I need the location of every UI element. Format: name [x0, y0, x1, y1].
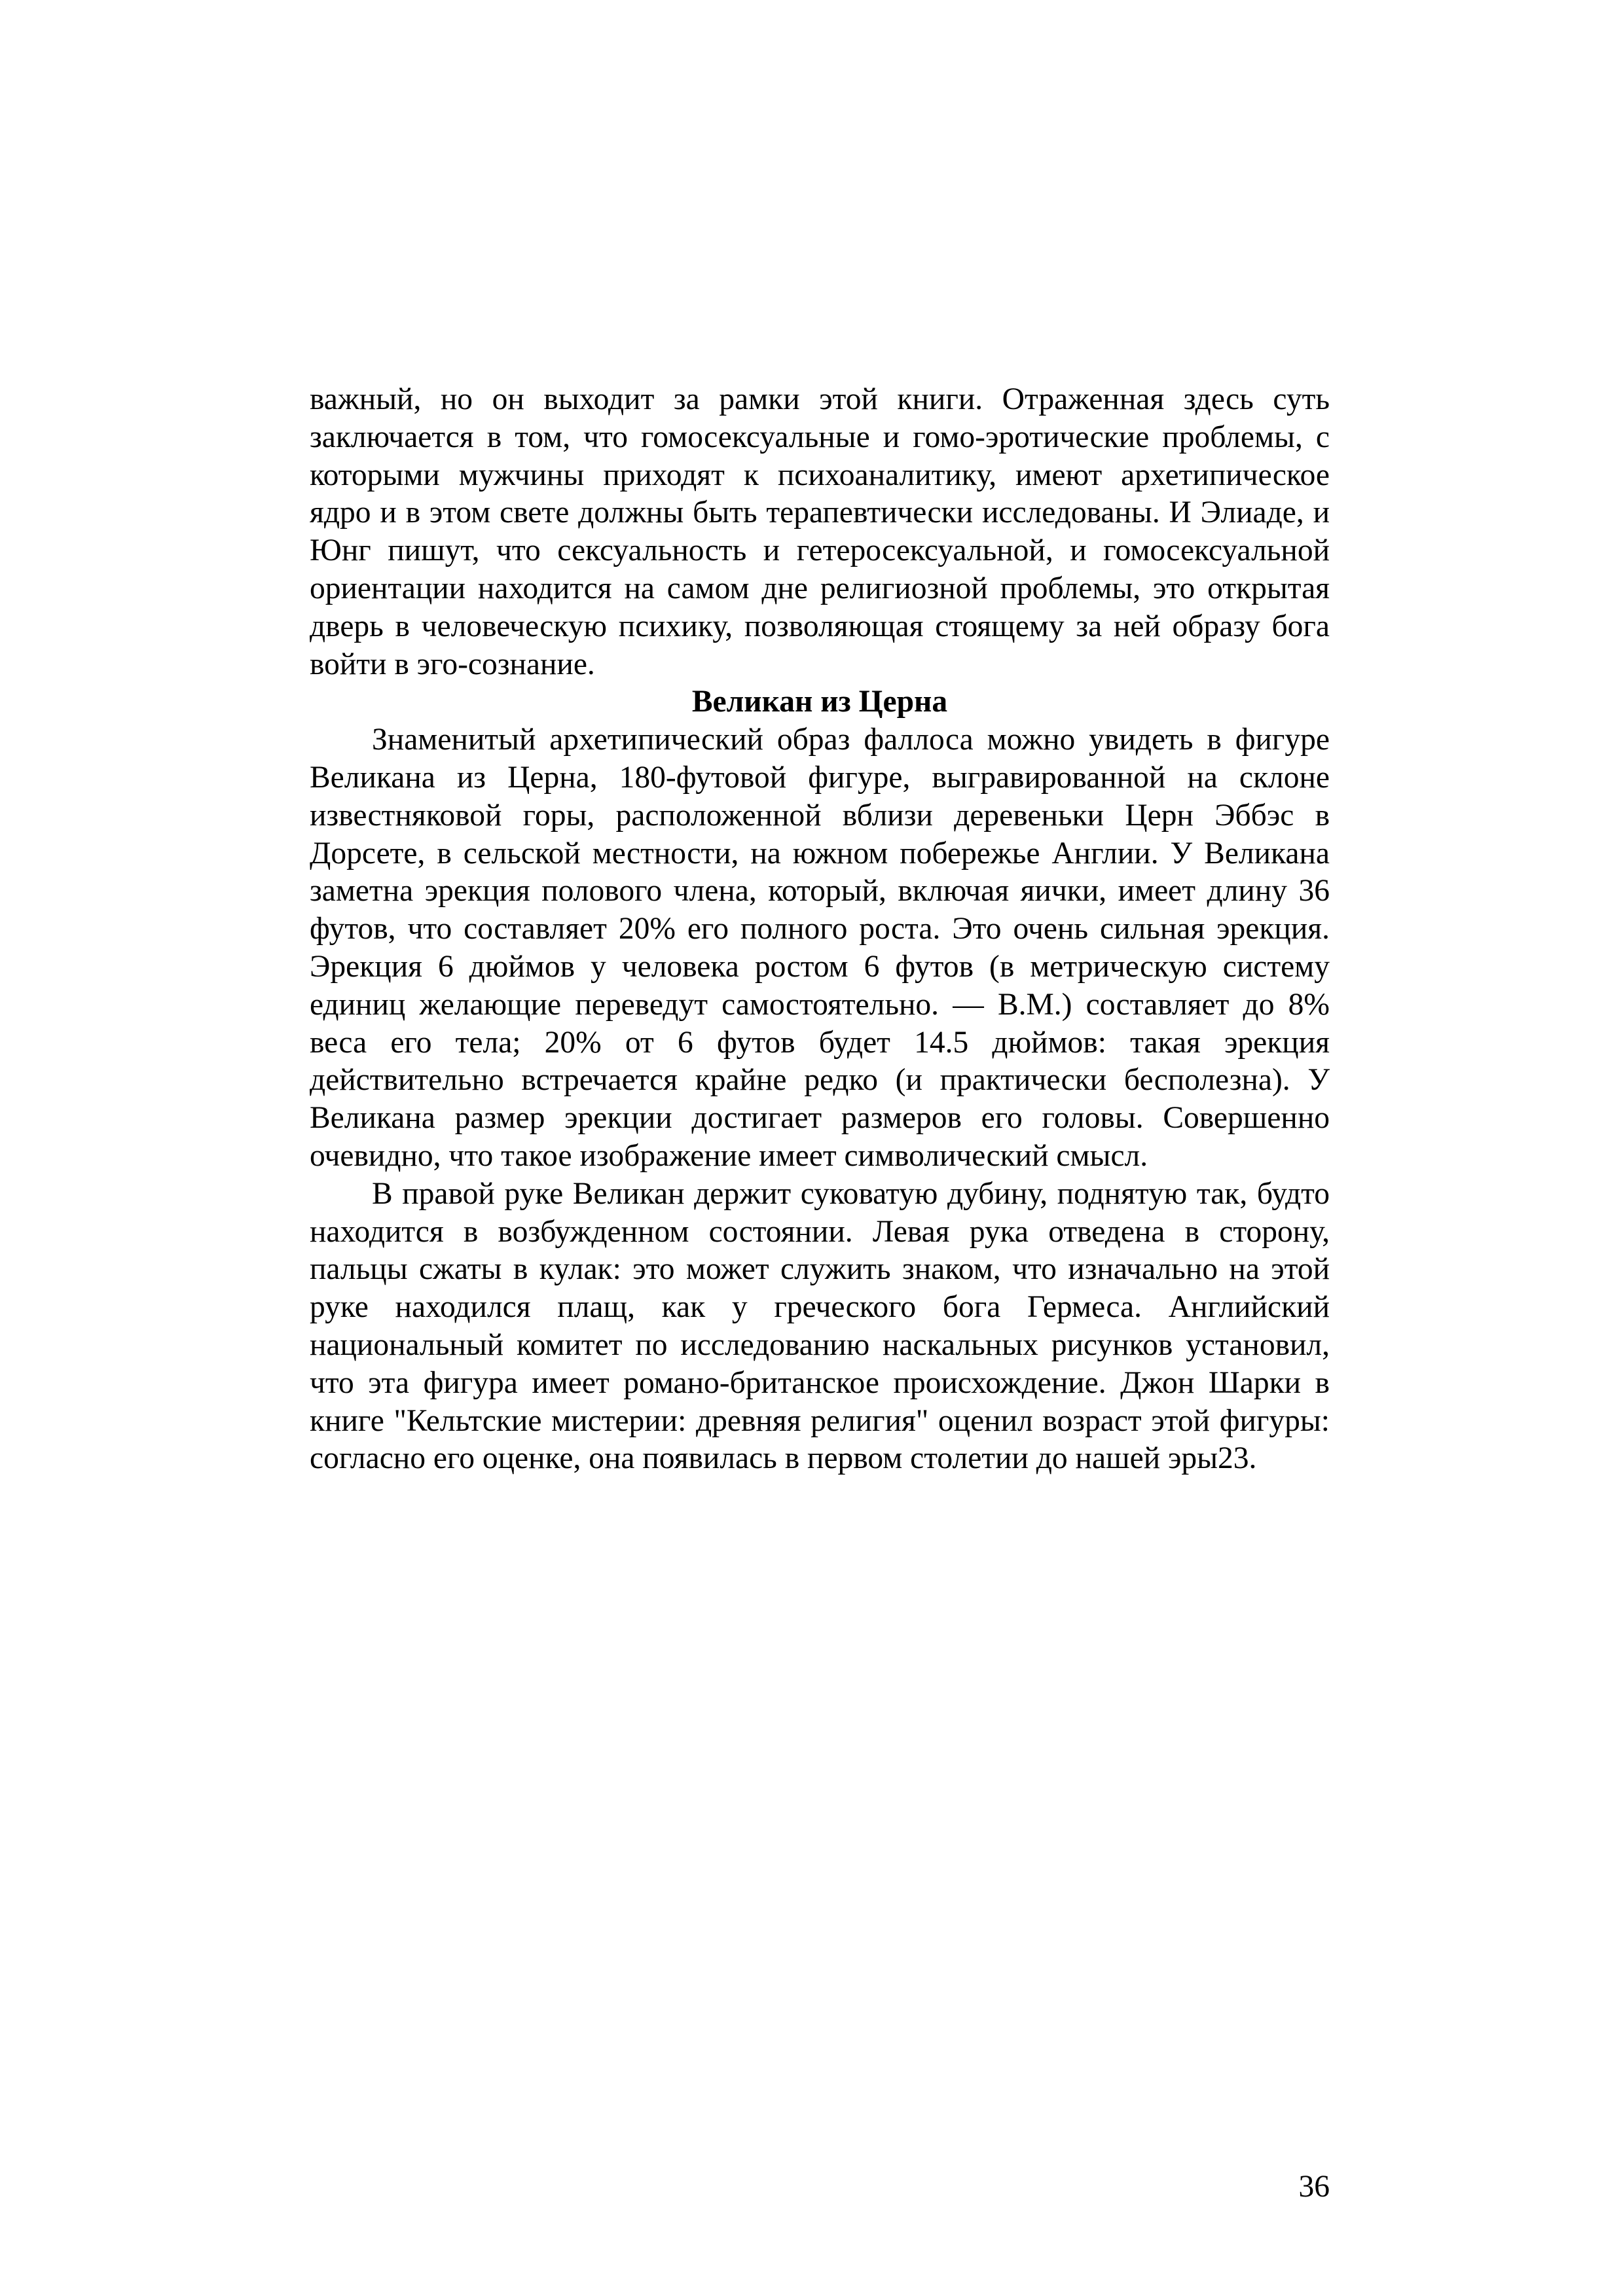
page-number: 36 — [1298, 2170, 1330, 2204]
paragraph-club-and-origin: В правой руке Великан держит суковатую дубину, поднятую так, будто находится в возбужденном состоянии. Левая рука отведена в сторону, пальцы сжаты в кулак: это может служить знаком, что изначально на этой руке находился плащ, как у греческого бога Гермеса. Английский национальный комитет по исследованию наскальных рисунков установил, что эта фигура имеет романо-британское происхождение. Джон Шарки в книге "Кельтские мистерии: древняя религия" оценил возраст этой фигуры: согласно его оценке, она появилась в первом столетии до нашей эры23. — [310, 1176, 1330, 1476]
section-heading: Великан из Церна — [691, 685, 948, 719]
paragraph-continuation: важный, но он выходит за рамки этой книги. Отраженная здесь суть заключается в том, что гомосексуальные и гомо-эротические проблемы, с которыми мужчины приходят к психоаналитику, имеют архетипическое ядро и в этом свете должны быть терапевтически исследованы. И Элиаде, и Юнг пишут, что сексуальность и гетеросексуальной, и гомосексуальной ориентации находится на самом дне религиозной проблемы, это открытая дверь в человеческую психику, позволяющая стоящему за ней образу бога войти в эго-сознание. — [310, 382, 1330, 681]
body-text — [310, 381, 1330, 1478]
paragraph-cerne-giant: Знаменитый архетипический образ фаллоса можно увидеть в фигуре Великана из Церна, 180-футовой фигуре, выгравированной на склоне известняковой горы, расположенной вблизи деревеньки Церн Эббэс в Дорсете, в сельской местности, на южном побережье Англии. У Великана заметна эрекция полового члена, который, включая яички, имеет длину 36 футов, что составляет 20% его полного роста. Это очень сильная эрекция. Эрекция 6 дюймов у человека ростом 6 футов (в метрическую систему единиц желающие переведут самостоятельно. — В.М.) составляет до 8% веса его тела; 20% от 6 футов будет 14.5 дюймов: такая эрекция действительно встречается крайне редко (и практически бесполезна). У Великана размер эрекции достигает размеров его головы. Совершенно очевидно, что такое изображение имеет символический смысл. — [310, 723, 1330, 1173]
